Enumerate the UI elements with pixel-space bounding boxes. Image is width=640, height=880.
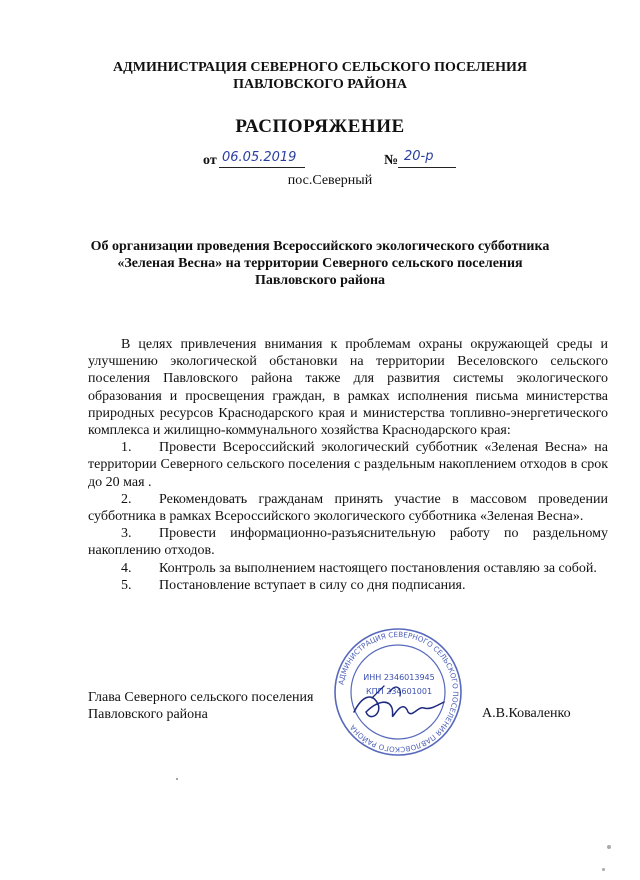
item-number: 2.: [121, 491, 132, 507]
list-item: [88, 525, 608, 559]
intro-paragraph: В целях привлечения внимания к проблемам охраны окружающей среды и улучшению экологической обстановки на территории Веселовского сельского поселения Павловского района также для развития системы экологического образования и просвещения граждан, в рамках исполнения письма министерства природных ресурсов Краснодарского края и министерства топливно-энергетического комплекса и жилищно-коммунального хозяйства Краснодарского края:: [88, 337, 608, 439]
item-number: 5.: [121, 577, 132, 593]
signatory-name: А.В.Коваленко: [482, 706, 571, 721]
list-item: [88, 577, 608, 594]
document-subject: [80, 238, 560, 289]
subject-line: «Зеленая Весна» на территории Северного сельского поселения: [117, 256, 523, 271]
scan-speck: [176, 778, 178, 780]
signatory-position: [88, 689, 313, 723]
subject-line: Павловского района: [254, 273, 386, 288]
stamp-inn: ИНН 2346013945: [363, 673, 435, 682]
date-number-line: [0, 151, 640, 173]
list-item: [88, 439, 608, 491]
handwritten-number: 20-р: [404, 149, 434, 164]
item-number: 3.: [121, 526, 132, 542]
signatory-position-line: Павловского района: [88, 707, 208, 722]
number-underline: [398, 167, 456, 168]
scan-speck: [602, 868, 605, 871]
place-name: пос.Северный: [287, 173, 373, 188]
subject-line: Об организации проведения Всероссийского экологического субботника: [90, 239, 550, 254]
signatory-position-line: Глава Северного сельского поселения: [88, 690, 314, 705]
signature-scribble: [354, 697, 444, 717]
item-number: 4.: [121, 560, 132, 576]
item-number: 1.: [121, 440, 132, 456]
item-text: Постановление вступает в силу со дня подписания.: [159, 577, 466, 593]
scan-speck: [607, 845, 611, 849]
handwritten-date: 06.05.2019: [222, 150, 297, 165]
stamp-ring-text: АДМИНИСТРАЦИЯ СЕВЕРНОГО СЕЛЬСКОГО ПОСЕЛЕНИЯ ПАВЛОВСКОГО РАЙОНА: [336, 629, 461, 755]
org-name-line2: ПАВЛОВСКОГО РАЙОНА: [233, 77, 407, 92]
list-item: [88, 491, 608, 525]
date-label: от: [203, 153, 217, 168]
item-text: Контроль за выполнением настоящего постановления оставляю за собой.: [159, 560, 597, 576]
stamp-kpp: КПП 234601001: [365, 687, 433, 696]
org-name-line1: АДМИНИСТРАЦИЯ СЕВЕРНОГО СЕЛЬСКОГО ПОСЕЛЕНИЯ: [113, 60, 527, 75]
list-item: [88, 560, 608, 577]
item-text: Провести информационно-разъяснительную работу по раздельному накоплению отходов.: [88, 526, 608, 559]
official-stamp: [332, 626, 464, 758]
number-label: №: [384, 153, 399, 168]
document-type-title: РАСПОРЯЖЕНИЕ: [235, 116, 405, 137]
document-body: [88, 336, 608, 594]
date-underline: [219, 167, 305, 168]
item-text: Рекомендовать гражданам принять участие в массовом проведении субботника в рамках Всероссийского экологического субботника «Зеленая Весна».: [88, 491, 608, 525]
item-text: Провести Всероссийский экологический субботник «Зеленая Весна» на территории Северного сельского поселения с раздельным накоплением отходов в срок до 20 мая .: [88, 440, 608, 490]
